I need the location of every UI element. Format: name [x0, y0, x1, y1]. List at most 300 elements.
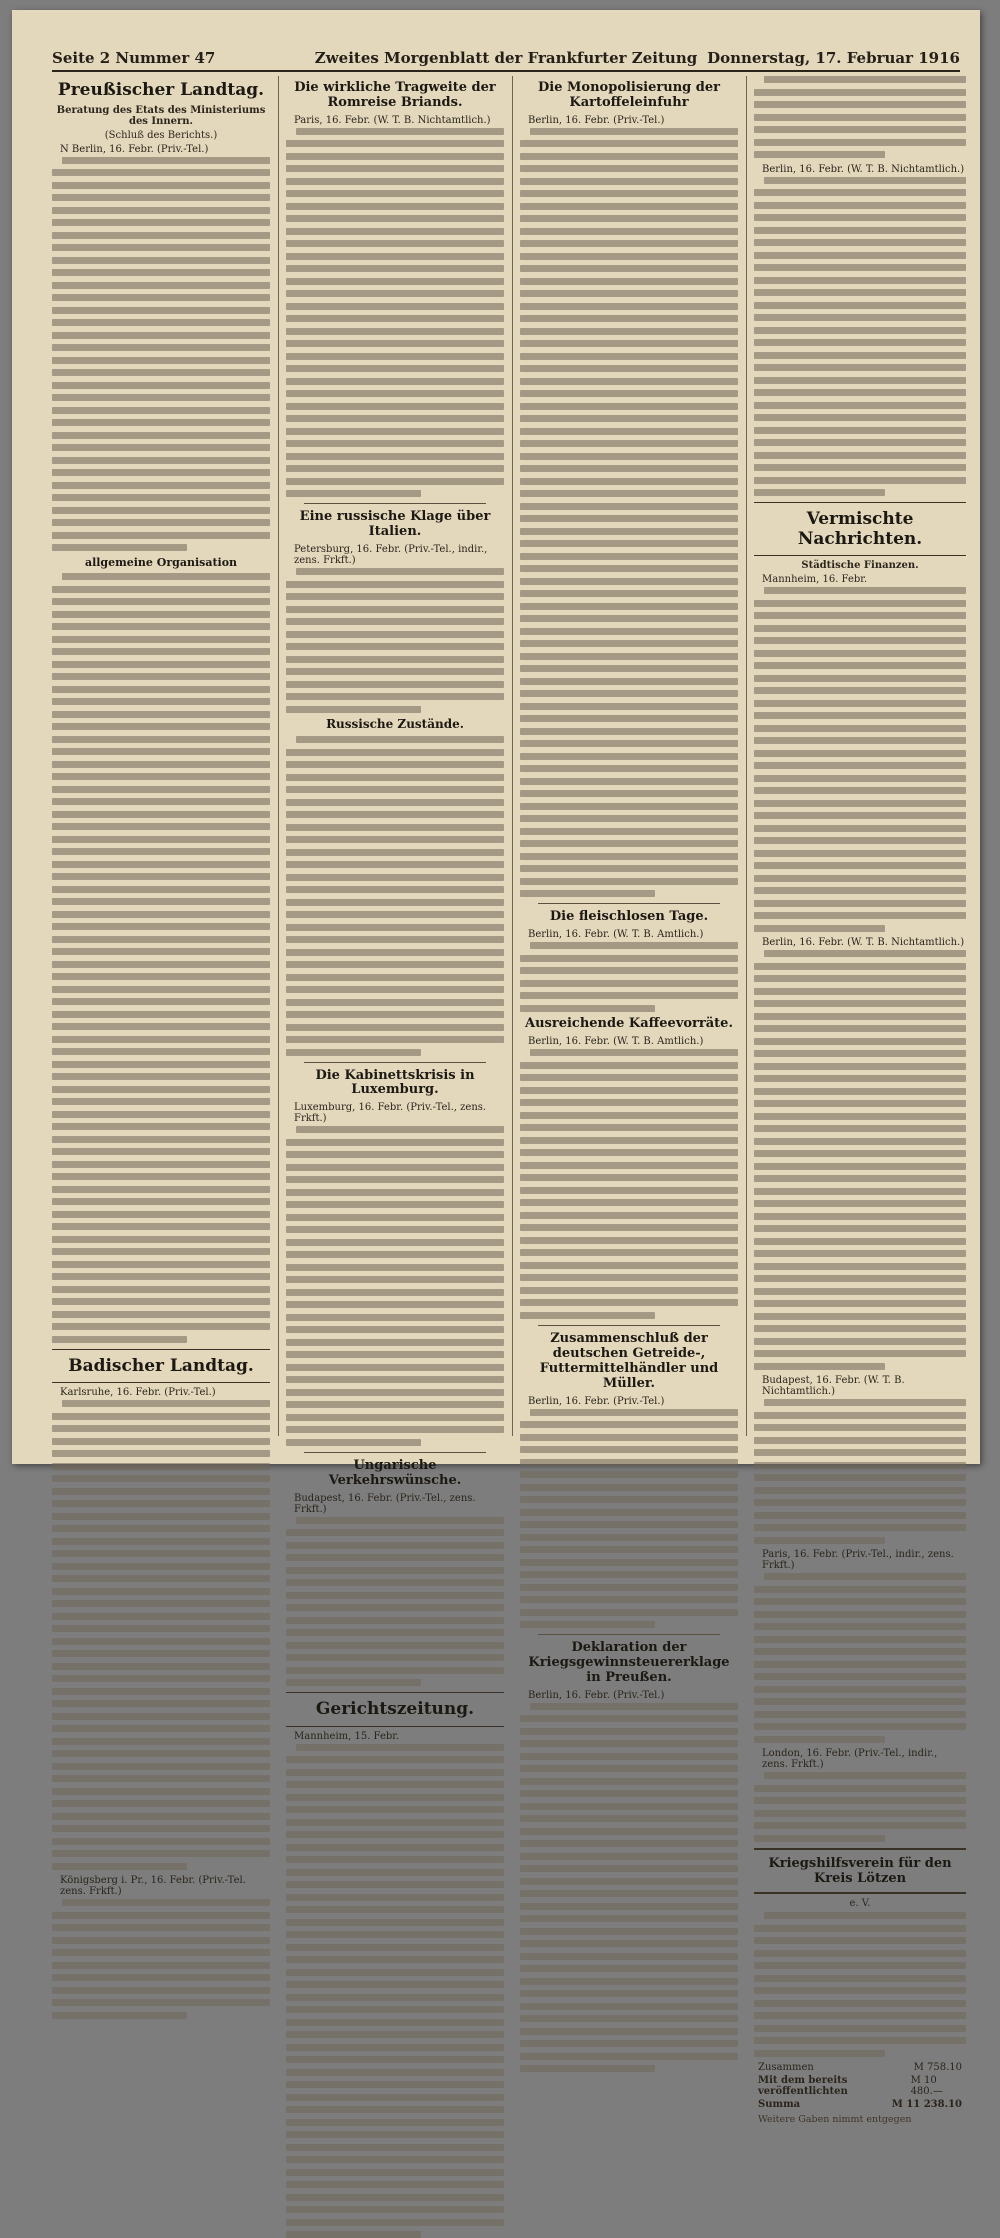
text-line	[286, 836, 504, 843]
text-line	[52, 1725, 270, 1732]
text-line	[754, 1300, 966, 1307]
text-line	[520, 615, 738, 622]
text-line	[520, 390, 738, 397]
text-line	[52, 1211, 270, 1218]
text-block	[754, 1772, 966, 1842]
text-line	[520, 1890, 738, 1897]
text-block	[520, 128, 738, 898]
text-line	[52, 1974, 270, 1981]
text-line	[754, 1313, 966, 1320]
text-line	[520, 1509, 738, 1516]
text-line	[520, 778, 738, 785]
text-line	[754, 612, 966, 619]
dateline: Berlin, 16. Febr. (W. T. B. Amtlich.)	[528, 929, 704, 941]
text-line	[286, 478, 504, 485]
text-line	[52, 1413, 270, 1420]
text-line	[764, 1573, 966, 1580]
text-line	[520, 490, 738, 497]
text-line	[52, 1425, 270, 1432]
text-line	[754, 239, 966, 246]
text-line	[286, 1151, 504, 1158]
text-line	[52, 1625, 270, 1632]
total-label: Summa	[758, 2099, 801, 2111]
text-line	[520, 1928, 738, 1935]
text-line	[286, 1579, 504, 1586]
text-line	[520, 1484, 738, 1491]
text-line	[520, 1765, 738, 1772]
text-block	[52, 157, 270, 552]
text-line	[520, 190, 738, 197]
separator	[304, 1062, 486, 1063]
headline-vermischte-nachrichten: Vermischte Nachrichten.	[797, 509, 923, 549]
text-line	[286, 1906, 504, 1913]
dateline: Budapest, 16. Febr. (Priv.-Tel., zens. Frkft.)	[294, 1492, 476, 1515]
text-line	[520, 2065, 655, 2072]
text-line	[520, 265, 738, 272]
text-line	[286, 618, 504, 625]
text-line	[764, 950, 966, 957]
text-line	[754, 800, 966, 807]
text-line	[286, 290, 504, 297]
text-block	[520, 1409, 738, 1629]
subheadline-etat: Beratung des Etats des Ministeriums des Innern.	[56, 104, 266, 127]
text-line	[520, 453, 738, 460]
text-line	[52, 1588, 270, 1595]
text-block	[754, 587, 966, 932]
text-line	[52, 1999, 270, 2006]
text-line	[52, 1450, 270, 1457]
text-line	[754, 314, 966, 321]
text-line	[286, 165, 504, 172]
text-line	[520, 1740, 738, 1747]
separator	[538, 903, 720, 904]
text-line	[286, 1894, 504, 1901]
text-line	[52, 1525, 270, 1532]
column-rule	[746, 76, 747, 1436]
text-line	[754, 1711, 966, 1718]
text-line	[286, 949, 504, 956]
text-line	[754, 925, 885, 932]
text-line	[52, 1775, 270, 1782]
text-line	[520, 178, 738, 185]
text-line	[754, 2012, 966, 2019]
text-block	[286, 1126, 504, 1446]
text-line	[520, 840, 738, 847]
masthead	[52, 44, 960, 72]
text-line	[52, 1912, 270, 1919]
text-line	[286, 315, 504, 322]
text-line	[754, 489, 885, 496]
text-line	[52, 998, 270, 1005]
text-line	[52, 494, 270, 501]
separator	[304, 1452, 486, 1453]
text-line	[52, 1863, 187, 1870]
text-line	[62, 157, 270, 164]
text-line	[52, 169, 270, 176]
text-line	[52, 519, 270, 526]
text-line	[286, 2081, 504, 2088]
text-line	[754, 1524, 966, 1531]
text-line	[52, 1236, 270, 1243]
text-line	[754, 600, 966, 607]
text-line	[286, 706, 421, 713]
text-line	[520, 153, 738, 160]
text-line	[52, 586, 270, 593]
text-line	[52, 1311, 270, 1318]
text-line	[52, 219, 270, 226]
text-line	[754, 289, 966, 296]
text-line	[52, 1813, 270, 1820]
text-line	[52, 507, 270, 514]
separator	[538, 1325, 720, 1326]
text-line	[52, 1500, 270, 1507]
text-line	[520, 565, 738, 572]
text-line	[286, 328, 504, 335]
text-line	[52, 1600, 270, 1607]
text-line	[52, 1638, 270, 1645]
text-line	[286, 1781, 504, 1788]
text-line	[52, 444, 270, 451]
text-line	[286, 811, 504, 818]
text-line	[520, 1162, 738, 1169]
text-block	[520, 942, 738, 1012]
text-line	[520, 1074, 738, 1081]
column-1	[52, 76, 270, 1898]
text-line	[52, 182, 270, 189]
text-line	[520, 1174, 738, 1181]
text-block	[754, 950, 966, 1370]
text-line	[520, 753, 738, 760]
text-line	[286, 693, 504, 700]
dateline: Berlin, 16. Febr. (Priv.-Tel.)	[528, 1689, 665, 1701]
text-line	[754, 227, 966, 234]
text-line	[52, 786, 270, 793]
text-line	[520, 740, 738, 747]
text-line	[754, 837, 966, 844]
text-line	[764, 177, 966, 184]
headline-kaffeevorraete: Ausreichende Kaffeevorräte.	[525, 1016, 733, 1032]
text-line	[754, 1698, 966, 1705]
text-line	[52, 1123, 270, 1130]
text-line	[520, 1237, 738, 1244]
text-line	[520, 715, 738, 722]
text-line	[520, 1828, 738, 1835]
text-line	[52, 1513, 270, 1520]
text-block	[754, 76, 966, 158]
text-line	[52, 332, 270, 339]
text-line	[754, 1462, 966, 1469]
text-line	[52, 1800, 270, 1807]
text-line	[754, 1125, 966, 1132]
text-line	[530, 1409, 738, 1416]
text-line	[754, 1586, 966, 1593]
text-line	[52, 1713, 270, 1720]
text-line	[520, 1790, 738, 1797]
text-line	[286, 415, 504, 422]
text-line	[754, 900, 966, 907]
text-line	[520, 1903, 738, 1910]
text-line	[520, 765, 738, 772]
text-line	[520, 1546, 738, 1553]
text-block	[286, 1517, 504, 1687]
text-line	[286, 1314, 504, 1321]
text-line	[286, 1439, 421, 1446]
text-line	[52, 244, 270, 251]
text-line	[754, 1424, 966, 1431]
text-line	[754, 264, 966, 271]
text-line	[520, 278, 738, 285]
text-line	[520, 878, 738, 885]
text-line	[754, 2050, 885, 2057]
text-line	[52, 886, 270, 893]
text-line	[754, 1975, 966, 1982]
text-line	[754, 775, 966, 782]
text-line	[754, 700, 966, 707]
text-line	[520, 528, 738, 535]
text-line	[520, 1596, 738, 1603]
text-line	[754, 650, 966, 657]
text-line	[52, 861, 270, 868]
text-line	[286, 2206, 504, 2213]
text-line	[286, 378, 504, 385]
headline-russische-zustaende: Russische Zustände.	[326, 717, 464, 732]
text-line	[52, 1475, 270, 1482]
text-line	[520, 590, 738, 597]
text-line	[520, 678, 738, 685]
text-line	[52, 1488, 270, 1495]
text-line	[754, 825, 966, 832]
text-line	[286, 974, 504, 981]
text-line	[754, 975, 966, 982]
text-line	[286, 403, 504, 410]
text-line	[754, 887, 966, 894]
headline-gerichtszeitung: Gerichtszeitung.	[315, 1699, 475, 1720]
text-line	[52, 961, 270, 968]
page-number: Seite 2 Nummer 47	[52, 49, 216, 67]
text-line	[52, 1148, 270, 1155]
text-line	[286, 874, 504, 881]
text-line	[52, 611, 270, 618]
text-line	[52, 469, 270, 476]
text-line	[754, 1063, 966, 1070]
text-line	[286, 861, 504, 868]
text-line	[754, 252, 966, 259]
text-line	[520, 628, 738, 635]
text-line	[754, 1025, 966, 1032]
text-line	[520, 578, 738, 585]
text-line	[520, 728, 738, 735]
text-line	[62, 1400, 270, 1407]
text-line	[754, 1175, 966, 1182]
text-line	[52, 1298, 270, 1305]
total-value: M 11 238.10	[891, 2099, 962, 2111]
text-line	[754, 1013, 966, 1020]
dateline: Mannheim, 15. Febr.	[294, 1730, 400, 1742]
text-line	[520, 1571, 738, 1578]
text-line	[754, 1325, 966, 1332]
text-line	[754, 439, 966, 446]
headline-kartoffeleinfuhr: Die Monopolisierung der Kartoffeleinfuhr	[538, 80, 720, 110]
text-line	[754, 812, 966, 819]
issue-date: Donnerstag, 17. Februar 1916	[707, 49, 960, 67]
column-2	[286, 76, 504, 1742]
text-line	[520, 1815, 738, 1822]
text-line	[764, 1772, 966, 1779]
text-line	[52, 2012, 187, 2019]
text-line	[520, 290, 738, 297]
text-line	[754, 1499, 966, 1506]
text-line	[520, 2003, 738, 2010]
text-line	[62, 1899, 270, 1906]
text-line	[296, 128, 504, 135]
text-line	[286, 353, 504, 360]
headline-russische-klage: Eine russische Klage über Italien.	[299, 509, 491, 540]
text-line	[286, 1617, 504, 1624]
text-line	[520, 515, 738, 522]
text-line	[52, 973, 270, 980]
text-line	[286, 440, 504, 447]
text-line	[52, 1086, 270, 1093]
text-line	[52, 394, 270, 401]
text-line	[286, 1919, 504, 1926]
text-line	[286, 1264, 504, 1271]
text-line	[52, 873, 270, 880]
newspaper-page	[12, 10, 980, 2126]
text-line	[286, 1769, 504, 1776]
text-line	[52, 1073, 270, 1080]
text-line	[286, 2019, 504, 2026]
text-block	[754, 177, 966, 497]
text-line	[520, 1137, 738, 1144]
text-line	[754, 862, 966, 869]
text-line	[52, 1613, 270, 1620]
text-line	[520, 1187, 738, 1194]
text-line	[754, 427, 966, 434]
text-line	[754, 1437, 966, 1444]
text-line	[52, 1563, 270, 1570]
headline-fleischlose-tage: Die fleischlosen Tage.	[549, 909, 709, 925]
text-line	[520, 1459, 738, 1466]
text-line	[286, 1869, 504, 1876]
text-line	[520, 328, 738, 335]
section-label: allgemeine Organisation	[84, 555, 238, 569]
text-line	[52, 1273, 270, 1280]
subheadline-staedtische-finanzen: Städtische Finanzen.	[801, 560, 919, 572]
text-line	[520, 1534, 738, 1541]
text-line	[754, 327, 966, 334]
text-line	[754, 1598, 966, 1605]
text-line	[286, 215, 504, 222]
text-line	[754, 402, 966, 409]
text-line	[52, 1186, 270, 1193]
total-label: Mit dem bereits veröffentlichten	[758, 2075, 848, 2098]
dateline: Budapest, 16. Febr. (W. T. B. Nichtamtlich.)	[762, 1375, 905, 1398]
headline-preussischer-landtag: Preußischer Landtag.	[57, 80, 265, 100]
text-line	[286, 849, 504, 856]
text-line	[52, 257, 270, 264]
text-line	[52, 1550, 270, 1557]
text-line	[286, 1036, 504, 1043]
text-line	[52, 936, 270, 943]
text-line	[520, 378, 738, 385]
headline-badischer-landtag: Badischer Landtag.	[68, 1355, 254, 1376]
text-line	[754, 1138, 966, 1145]
text-line	[286, 1214, 504, 1221]
text-line	[754, 1673, 966, 1680]
text-line	[52, 1924, 270, 1931]
text-line	[754, 687, 966, 694]
text-line	[520, 665, 738, 672]
text-line	[286, 2106, 504, 2113]
text-line	[754, 1088, 966, 1095]
text-line	[520, 1728, 738, 1735]
text-line	[52, 673, 270, 680]
text-line	[754, 2000, 966, 2007]
text-line	[520, 992, 738, 999]
text-line	[754, 912, 966, 919]
column-3	[520, 76, 738, 1701]
text-line	[520, 465, 738, 472]
text-line	[286, 1426, 504, 1433]
text-line	[754, 2037, 966, 2044]
text-line	[52, 1136, 270, 1143]
text-line	[754, 1350, 966, 1357]
text-line	[520, 890, 655, 897]
text-line	[52, 1011, 270, 1018]
footer-note: Weitere Gaben nimmt entgegen	[758, 2114, 912, 2126]
text-block	[286, 1744, 504, 2238]
text-line	[520, 1124, 738, 1131]
text-line	[520, 1940, 738, 1947]
text-line	[286, 465, 504, 472]
text-line	[286, 1011, 504, 1018]
total-row	[758, 2062, 962, 2073]
text-line	[286, 2231, 421, 2238]
text-line	[754, 963, 966, 970]
text-line	[52, 1987, 270, 1994]
paper-title: Zweites Morgenblatt der Frankfurter Zeitung	[314, 49, 698, 67]
text-block	[286, 128, 504, 498]
text-line	[52, 1663, 270, 1670]
text-line	[754, 1288, 966, 1295]
text-line	[286, 1529, 504, 1536]
dateline: Paris, 16. Febr. (W. T. B. Nichtamtlich.)	[294, 114, 491, 126]
text-line	[52, 1173, 270, 1180]
text-line	[520, 803, 738, 810]
text-line	[754, 787, 966, 794]
text-line	[52, 648, 270, 655]
text-line	[520, 690, 738, 697]
text-line	[286, 1226, 504, 1233]
text-line	[520, 815, 738, 822]
text-line	[286, 1994, 504, 2001]
text-line	[520, 428, 738, 435]
text-line	[286, 490, 421, 497]
text-line	[286, 1756, 504, 1763]
text-line	[520, 603, 738, 610]
text-line	[286, 681, 504, 688]
text-line	[52, 761, 270, 768]
text-line	[520, 540, 738, 547]
text-line	[286, 265, 504, 272]
text-line	[520, 1753, 738, 1760]
text-line	[286, 428, 504, 435]
text-line	[520, 1609, 738, 1616]
text-line	[754, 1723, 966, 1730]
text-line	[52, 1223, 270, 1230]
text-block	[286, 568, 504, 713]
text-line	[754, 1075, 966, 1082]
